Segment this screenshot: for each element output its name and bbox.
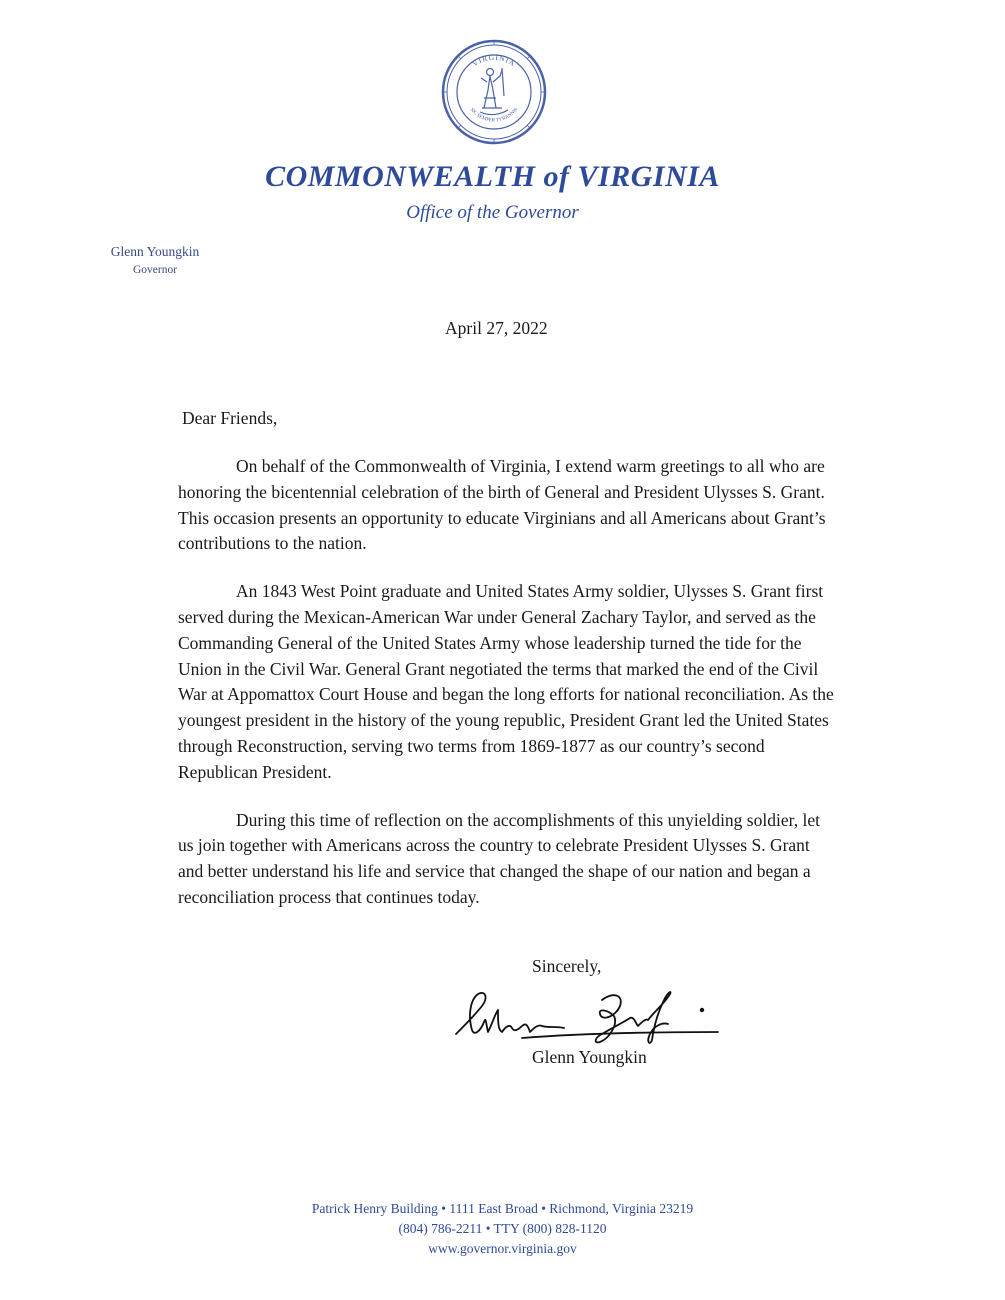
letter-body — [178, 454, 838, 933]
footer-website: www.governor.virginia.gov — [428, 1241, 577, 1256]
signature — [452, 982, 722, 1050]
paragraph: An 1843 West Point graduate and United States Army soldier, Ulysses S. Grant first served during the Mexican-American War under General Zachary Taylor, and served as the Commanding General of the United States Army whose leadership turned the tide for the Union in the Civil War. General Grant negotiated the terms that marked the end of the Civil War at Appomattox Court House and began the long efforts for national reconciliation. As the youngest president in the history of the young republic, President Grant led the United States through Reconstruction, serving two terms from 1869-1877 as our country’s second Republican President. — [178, 581, 834, 782]
seal-text: VIRGINIA — [470, 52, 518, 69]
governor-title: Governor — [132, 264, 178, 276]
footer-phone: (804) 786-2211 • TTY (800) 828-1120 — [398, 1221, 607, 1236]
paragraph: During this time of reflection on the accomplishments of this unyielding soldier, let us join together with Americans across the country to celebrate President Ulysses S. Grant and better understand his life and service that changed the shape of our nation and began a reconciliation process that continues today. — [178, 809, 820, 907]
footer-address: Patrick Henry Building • 1111 East Broad • Richmond, Virginia 23219 — [311, 1201, 694, 1216]
governor-name: Glenn Youngkin — [110, 244, 200, 259]
letter-date: April 27, 2022 — [445, 318, 548, 338]
svg-text:VIRGINIA — [471, 53, 518, 68]
svg-text:SIC SEMPER TYRANNIS — [469, 107, 520, 123]
signer-name: Glenn Youngkin — [532, 1047, 647, 1067]
letterhead-subtitle: Office of the Governor — [406, 202, 579, 223]
paragraph: On behalf of the Commonwealth of Virginia, I extend warm greetings to all who are honoring the bicentennial celebration of the birth of General and President Ulysses S. Grant. This occasion presents an opportunity to educate Virginians and all Americans about Grant’s contributions to the nation. — [178, 456, 826, 554]
salutation: Dear Friends, — [182, 408, 278, 428]
virginia-seal-icon — [440, 38, 548, 146]
letterhead-footer — [0, 1199, 1005, 1259]
letterhead-title: COMMONWEALTH of VIRGINIA — [265, 160, 720, 193]
closing: Sincerely, — [532, 956, 602, 976]
seal-motto: SIC SEMPER TYRANNIS — [468, 107, 520, 124]
